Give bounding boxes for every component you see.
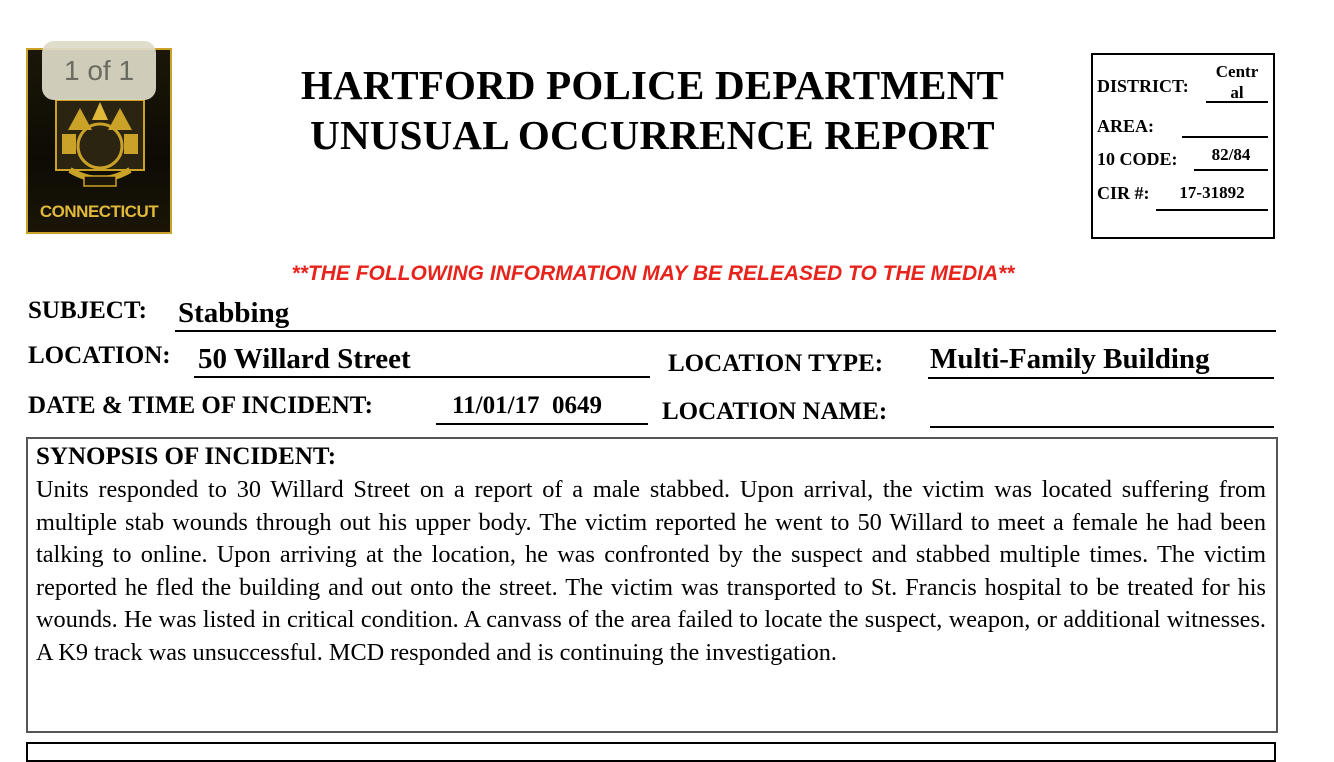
location-underline (194, 376, 650, 378)
area-value (1182, 116, 1268, 138)
code-value: 82/84 (1194, 145, 1268, 171)
next-section-box (26, 742, 1276, 762)
synopsis-body: Units responded to 30 Willard Street on a report of a male stabbed. Upon arrival, the victim was located suffering from multiple stab wounds through out his upper body. The victim reported he went to 50 Willard to meet a female he had been talking to online. Upon arriving at the location, he was confronted by the suspect and stabbed multiple times. The victim reported he fled the building and out onto the street. The victim was transported to St. Francis hospital to be treated for his wounds. He was listed in critical condition. A canvass of the area failed to locate the suspect, weapon, or additional witnesses. A K9 track was unsuccessful. MCD responded and is continuing the investigation. (36, 476, 1266, 666)
datetime-underline (436, 423, 648, 425)
page-indicator: 1 of 1 (42, 41, 156, 100)
location-label: LOCATION: (28, 342, 171, 369)
district-value-line1: Centr (1215, 62, 1259, 81)
district-label: DISTRICT: (1097, 76, 1189, 96)
code-label: 10 CODE: (1097, 149, 1178, 169)
datetime-label: DATE & TIME OF INCIDENT: (28, 392, 373, 419)
state-seal-icon (48, 90, 152, 194)
report-title-line2: UNUSUAL OCCURRENCE REPORT (310, 112, 995, 158)
location-value: 50 Willard Street (198, 343, 411, 375)
cir-value: 17-31892 (1156, 183, 1268, 211)
datetime-value: 11/01/17 0649 (452, 392, 603, 419)
location-name-underline (930, 426, 1274, 428)
synopsis-heading: SYNOPSIS OF INCIDENT: (36, 443, 337, 470)
location-type-label: LOCATION TYPE: (668, 350, 884, 377)
location-type-value: Multi-Family Building (930, 343, 1210, 375)
subject-label: SUBJECT: (28, 297, 148, 324)
badge-state-text: CONNECTICUT (39, 202, 159, 221)
area-label: AREA: (1097, 116, 1154, 136)
media-release-notice: **THE FOLLOWING INFORMATION MAY BE RELEASED TO THE MEDIA** (291, 262, 1015, 285)
subject-value: Stabbing (178, 297, 290, 329)
location-type-underline (928, 377, 1274, 379)
report-title-line1: HARTFORD POLICE DEPARTMENT (300, 62, 1005, 108)
cir-label: CIR #: (1097, 183, 1150, 203)
subject-underline (175, 330, 1276, 332)
location-name-label: LOCATION NAME: (662, 398, 888, 425)
district-value-line2: al (1206, 84, 1268, 103)
